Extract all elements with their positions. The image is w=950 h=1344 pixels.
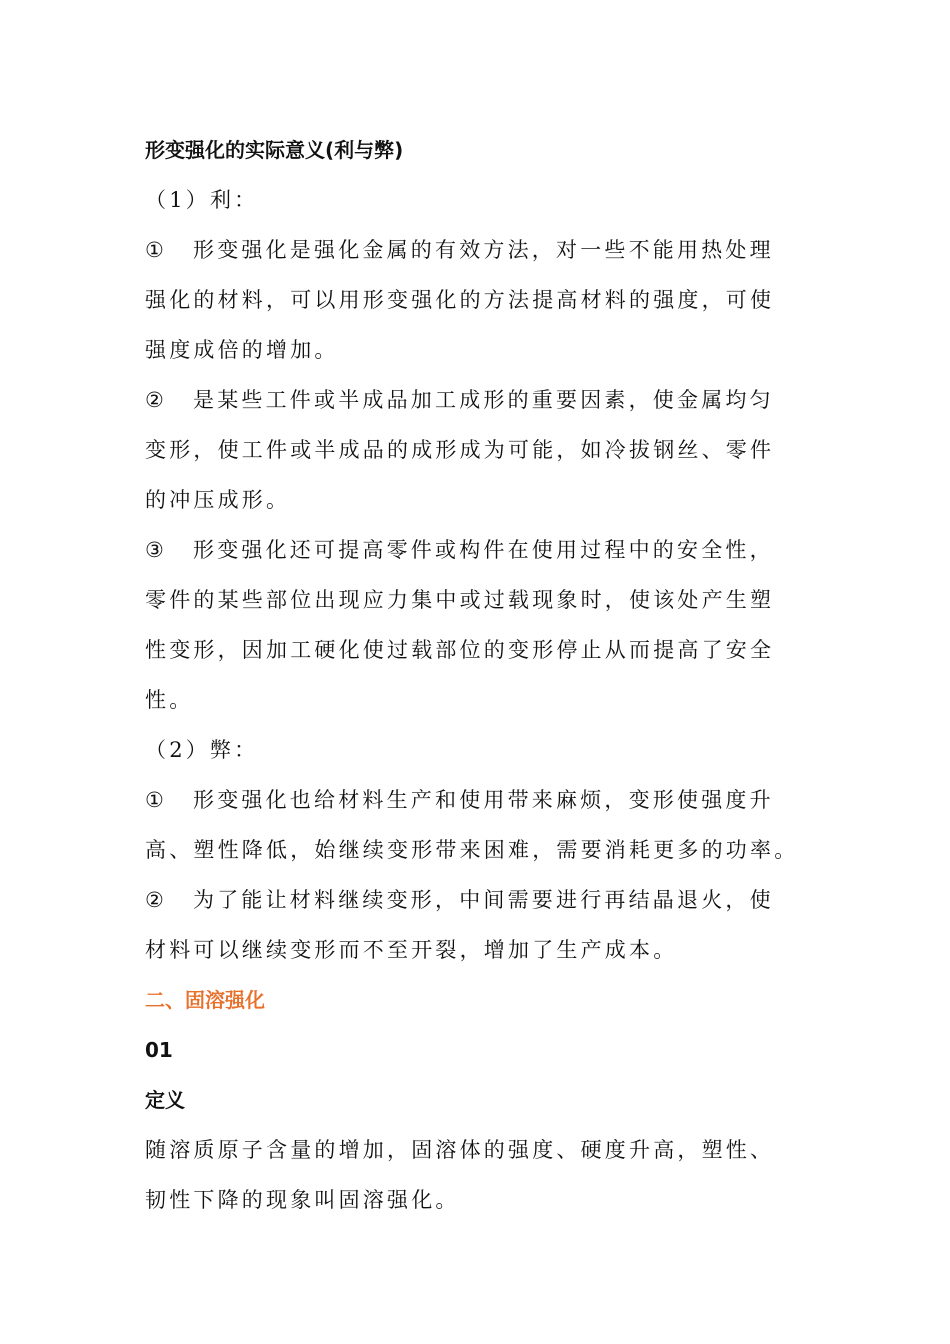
pro-item-1-line-1: ① 形变强化是强化金属的有效方法，对一些不能用热处理 bbox=[145, 225, 805, 275]
con-item-1-line-1: ① 形变强化也给材料生产和使用带来麻烦，变形使强度升 bbox=[145, 775, 805, 825]
pro-item-1-line-3: 强度成倍的增加。 bbox=[145, 338, 339, 362]
pro-item-2-line-3: 的冲压成形。 bbox=[145, 488, 291, 512]
item-marker: ① bbox=[145, 788, 164, 812]
con-item-1-line-2: 高、塑性降低，始继续变形带来困难，需要消耗更多的功率。 bbox=[145, 838, 799, 862]
pro-heading: （1）利： bbox=[145, 188, 259, 212]
pro-item-3-line-3: 性变形，因加工硬化使过载部位的变形停止从而提高了安全 bbox=[145, 638, 775, 662]
document-page bbox=[145, 125, 805, 1225]
con-heading: （2）弊： bbox=[145, 738, 259, 762]
con-item-2-line-2: 材料可以继续变形而不至开裂，增加了生产成本。 bbox=[145, 938, 678, 962]
item-marker: ① bbox=[145, 238, 164, 262]
section2-number: 01 bbox=[145, 1038, 173, 1062]
section2-title: 二、固溶强化 bbox=[145, 988, 265, 1012]
item-marker: ② bbox=[145, 888, 164, 912]
pro-item-3-line-4: 性。 bbox=[145, 688, 194, 712]
section2-body-line-1: 随溶质原子含量的增加，固溶体的强度、硬度升高，塑性、 bbox=[145, 1138, 775, 1162]
item-marker: ③ bbox=[145, 538, 164, 562]
pro-item-3-line-1: ③ 形变强化还可提高零件或构件在使用过程中的安全性， bbox=[145, 525, 805, 575]
section2-subtitle: 定义 bbox=[145, 1088, 185, 1112]
item-marker: ② bbox=[145, 388, 164, 412]
section-title: 形变强化的实际意义(利与弊) bbox=[145, 138, 404, 162]
pro-item-2-line-2: 变形，使工件或半成品的成形成为可能，如冷拔钢丝、零件 bbox=[145, 438, 775, 462]
pro-item-1-line-2: 强化的材料，可以用形变强化的方法提高材料的强度，可使 bbox=[145, 288, 775, 312]
con-item-2-line-1: ② 为了能让材料继续变形，中间需要进行再结晶退火，使 bbox=[145, 875, 805, 925]
pro-item-3-line-2: 零件的某些部位出现应力集中或过载现象时，使该处产生塑 bbox=[145, 588, 775, 612]
section2-body-line-2: 韧性下降的现象叫固溶强化。 bbox=[145, 1188, 460, 1212]
pro-item-2-line-1: ② 是某些工件或半成品加工成形的重要因素，使金属均匀 bbox=[145, 375, 805, 425]
